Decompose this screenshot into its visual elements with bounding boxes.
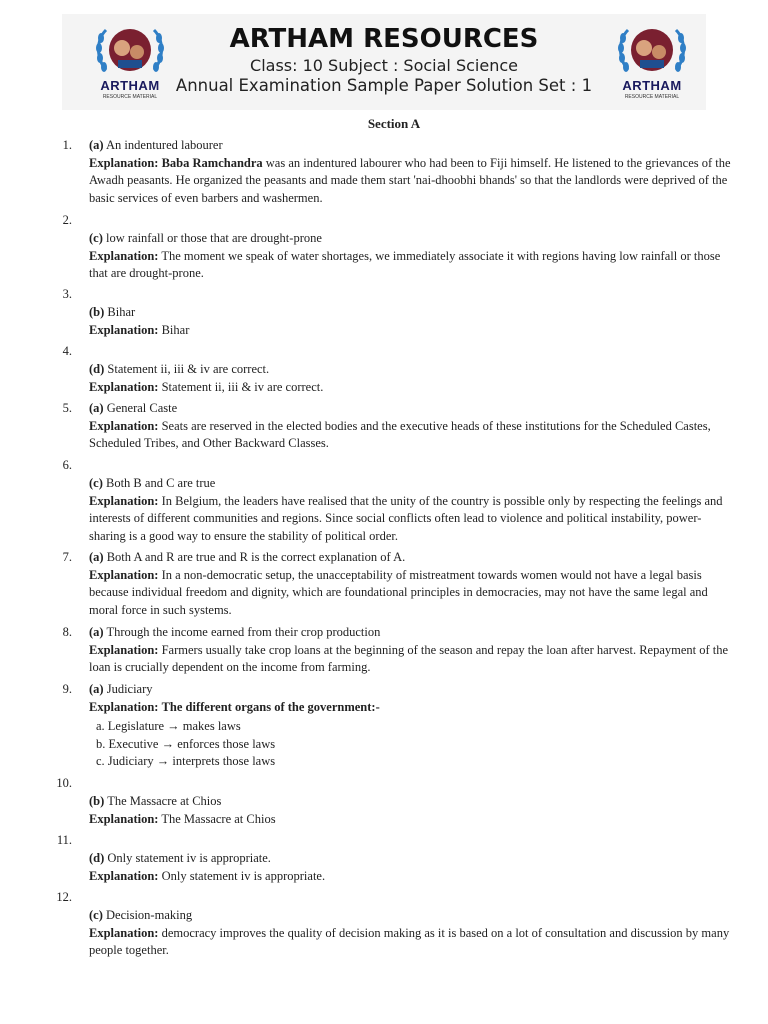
explanation-label: Explanation: (89, 418, 159, 433)
explanation-label: Explanation: (89, 868, 159, 883)
logo-text-right: ARTHAM (622, 78, 682, 93)
explanation-text: In a non-democratic setup, the unacceptability of mistreatment towards women would not have a legal basis because individual freedom and dignity, which are foundational principles in democracies, may not have the same legal and moral force in such systems. (89, 567, 708, 617)
explanation (89, 322, 737, 340)
answer-option: (d) (89, 362, 105, 376)
answer-line (89, 137, 737, 155)
question-number: 12. (56, 890, 72, 904)
explanation-text: Seats are reserved in the elected bodies and the executive heads of these institutions for the Scheduled Castes, Scheduled Tribes, and Other Backward Classes. (89, 418, 711, 450)
answer-text: Bihar (107, 305, 136, 319)
answer-text: Judiciary (106, 682, 153, 696)
answer-line (89, 549, 737, 567)
explanation-label: Explanation: (89, 811, 159, 826)
explanation-text: The moment we speak of water shortages, we immediately associate it with regions having low rainfall or those that are drought-prone. (89, 248, 721, 280)
answer-text: Both B and C are true (106, 476, 216, 490)
explanation-text: The Massacre at Chios (161, 811, 276, 826)
question-number: 5. (62, 401, 72, 415)
explanation (89, 379, 737, 397)
answer-text: Both A and R are true and R is the correct explanation of A. (106, 550, 406, 564)
explanation-text: Statement ii, iii & iv are correct. (161, 379, 324, 394)
answer-text: Decision-making (106, 908, 193, 922)
answer-text: An indentured labourer (106, 138, 223, 152)
answer-text: The Massacre at Chios (107, 794, 222, 808)
explanation (89, 418, 737, 453)
answer-option: (a) (89, 401, 104, 415)
question-number: 3. (62, 287, 72, 301)
answer-line (89, 681, 737, 699)
question-number: 7. (62, 550, 72, 564)
explanation-text: was an indentured labourer who had been to Fiji himself. He listened to the grievances of the Awadh peasants. He organized the peasants and made them start 'nai-dhoobhi bhands' so that the landlords were deprived of the basic services of even barbers and washermen. (89, 155, 731, 205)
organs-list (89, 718, 737, 771)
page-title: ARTHAM RESOURCES (229, 24, 539, 54)
list-item: a. Legislature → makes laws (96, 719, 241, 733)
explanation-bold: The different organs of the government:- (161, 699, 380, 714)
logo-text: ARTHAM (100, 78, 160, 93)
explanation (89, 642, 737, 677)
explanation (89, 868, 737, 886)
answer-text: low rainfall or those that are drought-prone (106, 231, 322, 245)
explanation-label: Explanation: (89, 567, 159, 582)
explanation-label: Explanation: (89, 379, 159, 394)
page-header (62, 14, 706, 110)
answer-line (89, 624, 737, 642)
answer-option: (a) (89, 138, 104, 152)
explanation (89, 493, 737, 546)
explanation (89, 155, 737, 208)
exam-line: Annual Examination Sample Paper Solution Set : 1 (175, 76, 593, 95)
artham-logo-right (614, 22, 690, 108)
explanation (89, 248, 737, 283)
explanation-label: Explanation: (89, 322, 159, 337)
question-number: 9. (62, 682, 72, 696)
answer-option: (a) (89, 625, 104, 639)
answer-text: Only statement iv is appropriate. (107, 851, 271, 865)
answer-line (89, 361, 737, 379)
question-number: 2. (62, 213, 72, 227)
question-number: 6. (62, 458, 72, 472)
answer-line (89, 230, 737, 248)
explanation-text: In Belgium, the leaders have realised that the unity of the country is possible only by respecting the feelings and interests of different communities and regions. Since social conflicts often lead to violence and political instability, power-sharing is a good way to ensure the stability of political order. (89, 493, 723, 543)
explanation-text: Bihar (161, 322, 190, 337)
answer-option: (c) (89, 476, 103, 490)
explanation-text: Only statement iv is appropriate. (161, 868, 326, 883)
explanation-label: Explanation: (89, 248, 159, 263)
explanation (89, 567, 737, 620)
explanation-text: Farmers usually take crop loans at the beginning of the season and repay the loan after harvest. Repayment of the loan is crucially dependent on the income from farming. (89, 642, 729, 674)
answer-option: (b) (89, 794, 105, 808)
answer-line (89, 850, 737, 868)
question-number: 4. (62, 344, 72, 358)
explanation (89, 811, 737, 829)
answer-line (89, 304, 737, 322)
answer-line (89, 400, 737, 418)
question-number: 8. (62, 625, 72, 639)
explanation (89, 699, 737, 717)
logo-subtext: RESOURCE MATERIAL (102, 94, 158, 100)
question-number: 11. (56, 833, 72, 847)
explanation-label: Explanation: (89, 493, 159, 508)
answer-option: (c) (89, 231, 103, 245)
explanation-label: Explanation: (89, 642, 159, 657)
list-item: b. Executive → enforces those laws (96, 736, 276, 751)
answer-line (89, 907, 737, 925)
answer-text: Through the income earned from their crop production (106, 625, 381, 639)
class-subject-line: Class: 10 Subject : Social Science (250, 56, 518, 75)
answer-option: (b) (89, 305, 105, 319)
section-title: Section A (367, 116, 421, 131)
logo-subtext-right: RESOURCE MATERIAL (624, 94, 680, 100)
list-item: c. Judiciary → interprets those laws (96, 754, 276, 768)
answer-text: Statement ii, iii & iv are correct. (107, 362, 270, 376)
explanation-bold: Baba Ramchandra (161, 155, 263, 170)
answer-line (89, 475, 737, 493)
answer-text: General Caste (106, 401, 178, 415)
explanation-label: Explanation: (89, 925, 159, 940)
explanation-label: Explanation: (89, 155, 159, 170)
explanation-text: democracy improves the quality of decision making as it is based on a lot of consultation and discussion by many people together. (89, 925, 730, 957)
question-number: 1. (62, 138, 72, 152)
answer-option: (a) (89, 682, 104, 696)
answer-option: (a) (89, 550, 104, 564)
explanation-label: Explanation: (89, 699, 159, 714)
explanation (89, 925, 737, 960)
answer-option: (d) (89, 851, 105, 865)
question-number: 10. (56, 776, 72, 790)
answer-line (89, 793, 737, 811)
answer-option: (c) (89, 908, 103, 922)
